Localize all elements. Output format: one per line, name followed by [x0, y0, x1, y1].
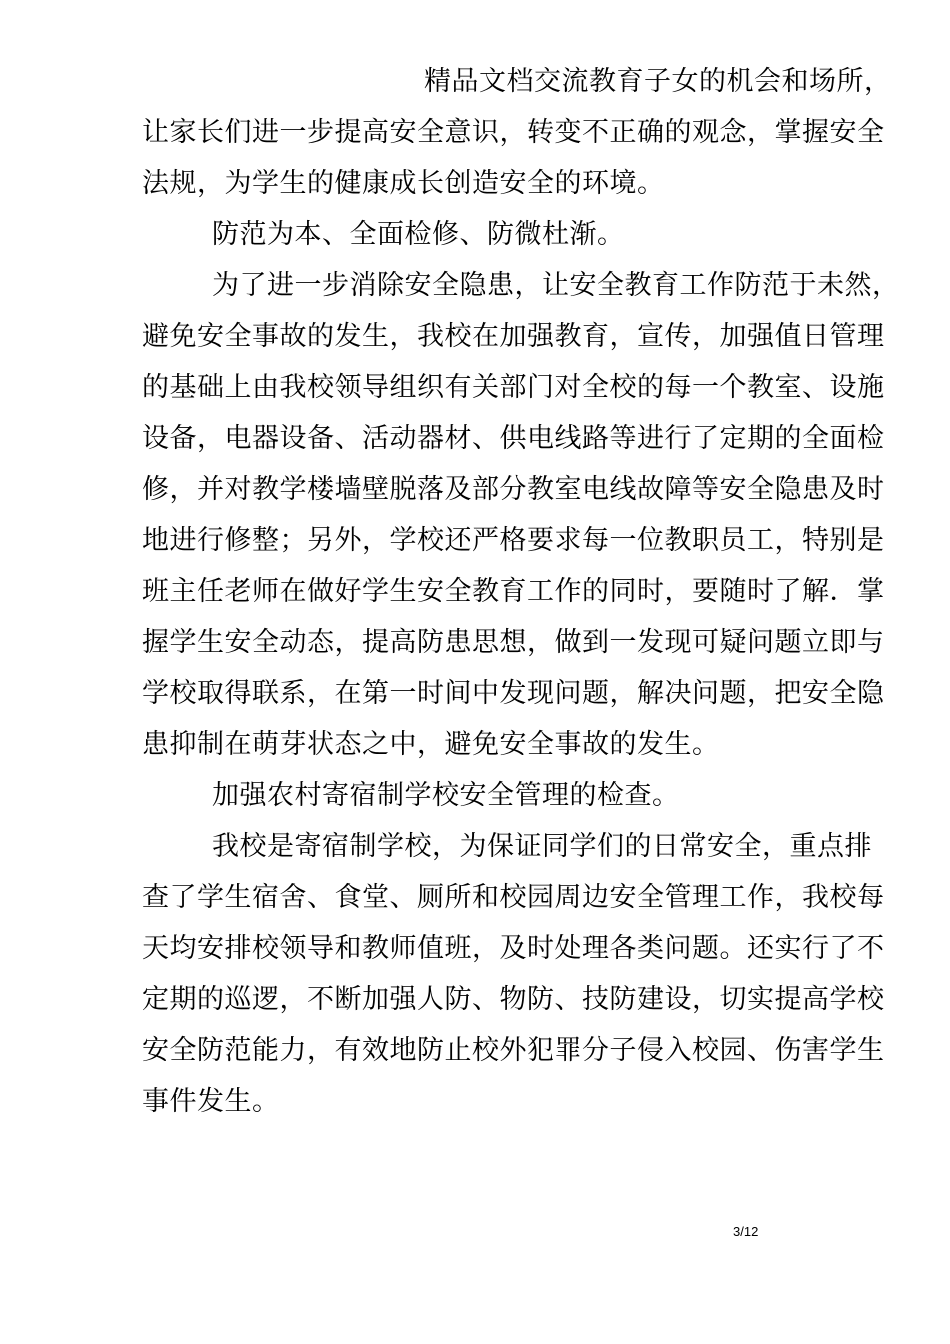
text-line-continuation: 精品文档交流教育子女的机会和场所，	[424, 66, 892, 97]
text-line: 患抑制在萌芽状态之中，避免安全事故的发生。	[142, 729, 720, 760]
text-line: 天均安排校领导和教师值班，及时处理各类问题。还实行了不	[142, 933, 885, 964]
text-line: 握学生安全动态，提高防患思想，做到一发现可疑问题立即与	[142, 627, 885, 658]
text-line: 设备，电器设备、活动器材、供电线路等进行了定期的全面检	[142, 423, 885, 454]
text-line: 查了学生宿舍、食堂、厕所和校园周边安全管理工作，我校每	[142, 882, 885, 913]
text-line: 避免安全事故的发生，我校在加强教育，宣传，加强值日管理	[142, 321, 885, 352]
text-line: 事件发生。	[142, 1086, 280, 1117]
text-line: 定期的巡逻，不断加强人防、物防、技防建设，切实提高学校	[142, 984, 885, 1015]
text-line: 安全防范能力，有效地防止校外犯罪分子侵入校园、伤害学生	[142, 1035, 885, 1066]
text-line: 班主任老师在做好学生安全教育工作的同时，要随时了解．掌	[142, 576, 885, 607]
section-heading: 加强农村寄宿制学校安全管理的检查。	[212, 780, 680, 811]
text-line: 修，并对教学楼墙壁脱落及部分教室电线故障等安全隐患及时	[142, 474, 885, 505]
paragraph-first-line: 为了进一步消除安全隐患，让安全教育工作防范于未然，	[212, 270, 900, 301]
text-line: 让家长们进一步提高安全意识，转变不正确的观念，掌握安全	[142, 117, 885, 148]
text-line: 地进行修整；另外，学校还严格要求每一位教职员工，特别是	[142, 525, 885, 556]
text-line: 法规，为学生的健康成长创造安全的环境。	[142, 168, 665, 199]
section-heading: 防范为本、全面检修、防微杜渐。	[212, 219, 625, 250]
text-line: 学校取得联系，在第一时间中发现问题，解决问题，把安全隐	[142, 678, 885, 709]
text-line: 的基础上由我校领导组织有关部门对全校的每一个教室、设施	[142, 372, 885, 403]
page-number: 3/12	[733, 1224, 759, 1239]
paragraph-first-line: 我校是寄宿制学校，为保证同学们的日常安全，重点排	[212, 831, 872, 862]
